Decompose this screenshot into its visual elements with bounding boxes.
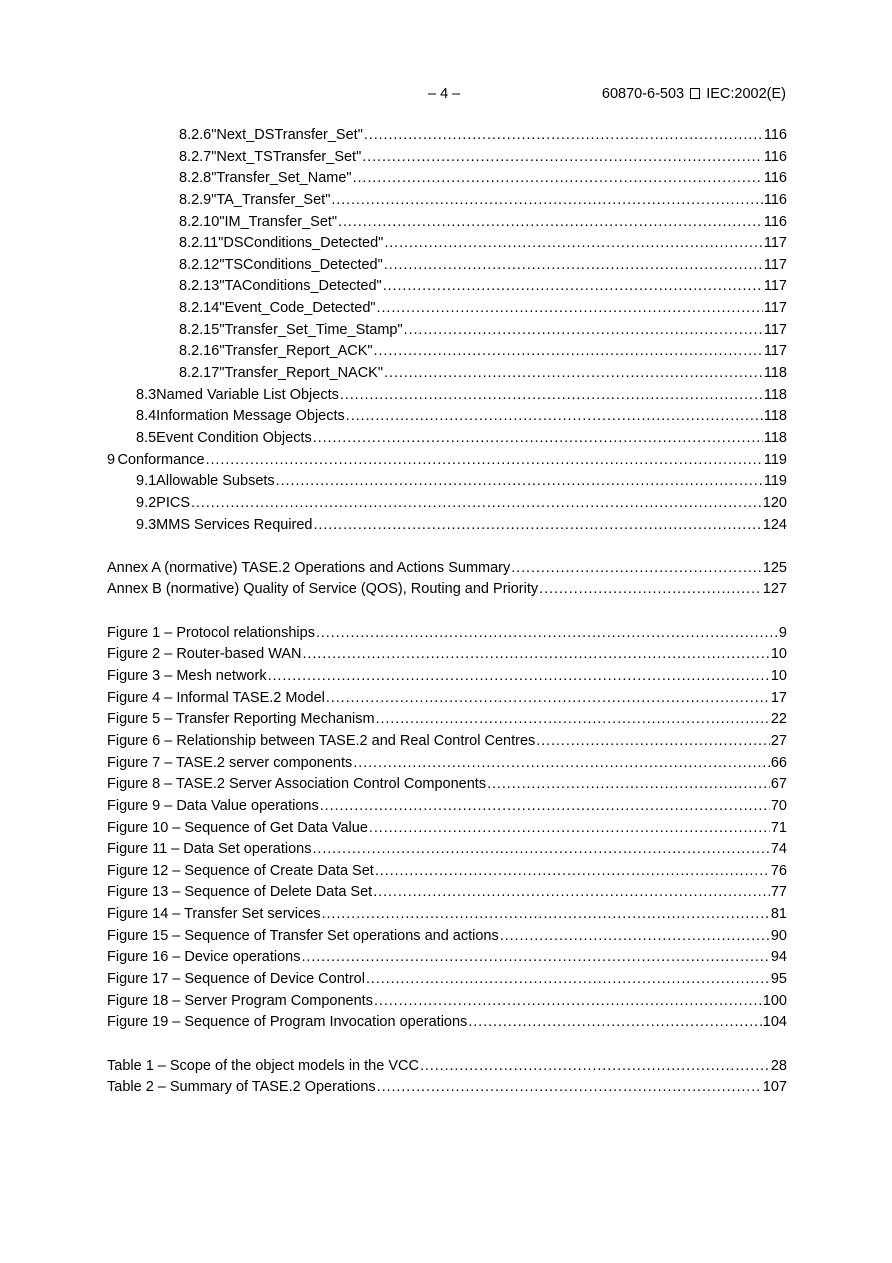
toc-figure-entry[interactable]	[107, 991, 787, 1013]
dot-leader	[384, 233, 763, 255]
toc-figure-entry[interactable]	[107, 666, 787, 688]
toc-entry-page: 71	[770, 819, 787, 836]
toc-entry-title: Table 1 – Scope of the object models in the VCC	[107, 1057, 419, 1074]
toc-entry-number: 9.3	[136, 516, 157, 533]
dot-leader	[191, 493, 762, 515]
toc-entry-number: 8.2.16	[179, 343, 220, 360]
toc-entry-number: 8.2.17	[179, 365, 220, 382]
dot-leader	[487, 774, 770, 796]
toc-entry-page: 104	[762, 1014, 787, 1031]
toc-entry-title: "Transfer_Report_NACK"	[219, 365, 384, 382]
toc-entry-page: 77	[770, 884, 787, 901]
toc-entry-title: Table 2 – Summary of TASE.2 Operations	[107, 1079, 376, 1096]
toc-entry-page: 116	[763, 191, 787, 208]
toc-table-entry[interactable]	[107, 1077, 787, 1099]
dot-leader	[320, 796, 770, 818]
toc-entry-page: 116	[763, 213, 787, 230]
dot-leader	[376, 709, 770, 731]
dot-leader	[268, 666, 770, 688]
dot-leader	[316, 623, 778, 645]
toc-entry-title: Figure 9 – Data Value operations	[107, 797, 319, 814]
dot-leader	[373, 882, 770, 904]
toc-section-entry[interactable]	[107, 298, 787, 320]
dot-leader	[353, 753, 770, 775]
toc-entry-number: 8.2.15	[179, 321, 220, 338]
toc-section-entry[interactable]	[107, 471, 787, 493]
dot-leader	[500, 926, 770, 948]
toc-entry-title: Figure 5 – Transfer Reporting Mechanism	[107, 711, 375, 728]
toc-entry-title: Figure 18 – Server Program Components	[107, 992, 373, 1009]
dot-leader	[338, 212, 763, 234]
toc-entry-title: Figure 13 – Sequence of Delete Data Set	[107, 884, 373, 901]
page-number: – 4 –	[428, 86, 461, 102]
dot-leader	[536, 731, 770, 753]
toc-entry-page: 124	[762, 516, 787, 533]
toc-figure-entry[interactable]	[107, 623, 787, 645]
dot-leader	[331, 190, 763, 212]
toc-entry-page: 22	[770, 711, 787, 728]
toc-figure-entry[interactable]	[107, 969, 787, 991]
dot-leader	[313, 428, 763, 450]
dot-leader	[364, 125, 763, 147]
toc-figure-entry[interactable]	[107, 947, 787, 969]
copyright-box-glyph	[690, 88, 700, 99]
toc-entry-number: 8.2.10	[179, 213, 220, 230]
dot-leader	[374, 991, 762, 1013]
toc-section-entry[interactable]	[107, 255, 787, 277]
toc-entry-title: Figure 11 – Data Set operations	[107, 841, 312, 858]
dot-leader	[468, 1012, 761, 1034]
toc-table-entry[interactable]	[107, 1056, 787, 1078]
toc-entry-title: Figure 14 – Transfer Set services	[107, 906, 321, 923]
dot-leader	[362, 147, 763, 169]
toc-entry-page: 17	[770, 689, 787, 706]
toc-entry-number: 8.2.7	[179, 148, 212, 165]
toc-section-entry[interactable]	[107, 385, 787, 407]
toc-section-entry[interactable]	[107, 212, 787, 234]
toc-entry-page: 118	[763, 386, 787, 403]
toc-entry-page: 76	[770, 862, 787, 879]
toc-entry-page: 119	[763, 451, 787, 468]
dot-leader	[366, 969, 770, 991]
toc-entry-title: "TAConditions_Detected"	[219, 278, 382, 295]
document-reference	[602, 86, 786, 102]
toc-entry-title: Event Condition Objects	[156, 429, 312, 446]
toc-entry-title: Figure 19 – Sequence of Program Invocation operations	[107, 1014, 468, 1031]
table-of-contents	[107, 125, 787, 1099]
toc-section-entry[interactable]	[107, 515, 787, 537]
toc-figure-entry[interactable]	[107, 839, 787, 861]
toc-figure-entry[interactable]	[107, 861, 787, 883]
toc-entry-title: Figure 16 – Device operations	[107, 949, 301, 966]
toc-entry-page: 28	[770, 1057, 787, 1074]
toc-entry-page: 74	[770, 841, 787, 858]
toc-entry-page: 118	[763, 365, 787, 382]
toc-entry-number: 8.2.11	[179, 235, 219, 252]
toc-entry-number: 8.5	[136, 429, 157, 446]
section-spacer	[107, 536, 787, 558]
toc-section-entry[interactable]	[107, 363, 787, 385]
dot-leader	[374, 341, 763, 363]
toc-entry-number: 9.1	[136, 473, 157, 490]
toc-entry-page: 9	[778, 624, 787, 641]
toc-entry-title: Figure 15 – Sequence of Transfer Set operations and actions	[107, 927, 499, 944]
toc-entry-number: 8.2.14	[179, 300, 220, 317]
dot-leader	[312, 839, 769, 861]
toc-section-entry[interactable]	[107, 320, 787, 342]
dot-leader	[340, 385, 763, 407]
dot-leader	[404, 320, 763, 342]
toc-entry-number: 8.2.12	[179, 256, 220, 273]
toc-entry-page: 125	[762, 559, 787, 576]
dot-leader	[375, 861, 770, 883]
toc-entry-title: "TSConditions_Detected"	[219, 256, 383, 273]
toc-entry-title: "Event_Code_Detected"	[219, 300, 376, 317]
toc-section-entry[interactable]	[107, 493, 787, 515]
toc-entry-page: 118	[763, 408, 787, 425]
doc-ref-edition: IEC:2002(E)	[706, 86, 786, 102]
toc-entry-title: "Transfer_Set_Time_Stamp"	[219, 321, 403, 338]
toc-section-entry[interactable]	[107, 147, 787, 169]
toc-entry-page: 127	[762, 581, 787, 598]
toc-entry-page: 100	[762, 992, 787, 1009]
dot-leader	[539, 579, 762, 601]
toc-section-entry[interactable]	[107, 341, 787, 363]
toc-entry-page: 66	[770, 754, 787, 771]
toc-entry-page: 120	[762, 494, 787, 511]
toc-figure-entry[interactable]	[107, 818, 787, 840]
toc-section-entry[interactable]	[107, 125, 787, 147]
toc-entry-page: 118	[763, 429, 787, 446]
toc-entry-title: Figure 12 – Sequence of Create Data Set	[107, 862, 374, 879]
toc-entry-page: 117	[763, 278, 787, 295]
dot-leader	[420, 1056, 770, 1078]
toc-entry-page: 107	[762, 1079, 787, 1096]
dot-leader	[384, 255, 763, 277]
toc-entry-title: Annex A (normative) TASE.2 Operations and Actions Summary	[107, 559, 511, 576]
section-spacer	[107, 601, 787, 623]
toc-entry-title: Named Variable List Objects	[156, 386, 339, 403]
dot-leader	[377, 1077, 762, 1099]
toc-entry-title: Figure 8 – TASE.2 Server Association Control Components	[107, 776, 487, 793]
toc-entry-title: "DSConditions_Detected"	[218, 235, 384, 252]
dot-leader	[377, 298, 763, 320]
dot-leader	[326, 688, 770, 710]
toc-entry-page: 10	[770, 668, 787, 685]
toc-entry-number: 8.2.8	[179, 170, 212, 187]
toc-section-entry[interactable]	[107, 276, 787, 298]
toc-figure-entry[interactable]	[107, 926, 787, 948]
dot-leader	[369, 818, 770, 840]
toc-entry-title: MMS Services Required	[156, 516, 313, 533]
toc-entry-title: "Next_DSTransfer_Set"	[211, 127, 363, 143]
toc-entry-number: 8.2.13	[179, 278, 220, 295]
toc-entry-page: 27	[770, 732, 787, 749]
section-spacer	[107, 1034, 787, 1056]
toc-entry-page: 67	[770, 776, 787, 793]
toc-entry-title: Allowable Subsets	[156, 473, 275, 490]
dot-leader	[383, 276, 763, 298]
toc-figure-entry[interactable]	[107, 882, 787, 904]
toc-entry-title: Figure 17 – Sequence of Device Control	[107, 970, 365, 987]
toc-section-entry[interactable]	[107, 190, 787, 212]
dot-leader	[353, 168, 763, 190]
toc-figure-entry[interactable]	[107, 709, 787, 731]
toc-entry-title: Annex B (normative) Quality of Service (QOS), Routing and Priority	[107, 581, 539, 598]
toc-entry-number: 8.2.6	[179, 127, 212, 143]
toc-section-entry[interactable]	[107, 168, 787, 190]
toc-entry-title: "Next_TSTransfer_Set"	[211, 148, 362, 165]
toc-section-entry[interactable]	[107, 406, 787, 428]
toc-entry-title: Figure 3 – Mesh network	[107, 668, 267, 685]
toc-section-entry[interactable]	[107, 233, 787, 255]
toc-entry-title: Figure 10 – Sequence of Get Data Value	[107, 819, 368, 836]
toc-section-entry[interactable]	[107, 450, 787, 472]
dot-leader	[322, 904, 770, 926]
toc-entry-page: 117	[763, 235, 787, 252]
dot-leader	[384, 363, 763, 385]
toc-figure-entry[interactable]	[107, 731, 787, 753]
toc-figure-entry[interactable]	[107, 904, 787, 926]
toc-figure-entry[interactable]	[107, 753, 787, 775]
dot-leader	[511, 558, 762, 580]
toc-entry-number: 9.2	[136, 494, 157, 511]
toc-entry-title: Figure 4 – Informal TASE.2 Model	[107, 689, 325, 706]
toc-entry-page: 90	[770, 927, 787, 944]
toc-entry-page: 117	[763, 256, 787, 273]
page-header	[0, 86, 892, 106]
toc-entry-page: 117	[763, 321, 787, 338]
toc-entry-page: 10	[770, 646, 787, 663]
toc-entry-page: 116	[763, 148, 787, 165]
toc-figure-entry[interactable]	[107, 688, 787, 710]
dot-leader	[303, 644, 770, 666]
toc-figure-entry[interactable]	[107, 644, 787, 666]
toc-entry-page: 70	[770, 797, 787, 814]
toc-entry-title: Figure 7 – TASE.2 server components	[107, 754, 353, 771]
toc-entry-number: 8.4	[136, 408, 157, 425]
dot-leader	[314, 515, 762, 537]
toc-section-entry[interactable]	[107, 428, 787, 450]
toc-entry-title: "Transfer_Report_ACK"	[219, 343, 373, 360]
toc-figure-entry[interactable]	[107, 774, 787, 796]
toc-annex-entry[interactable]	[107, 558, 787, 580]
toc-entry-title: "Transfer_Set_Name"	[211, 170, 352, 187]
toc-entry-title: Figure 1 – Protocol relationships	[107, 624, 315, 641]
dot-leader	[301, 947, 769, 969]
dot-leader	[276, 471, 763, 493]
toc-entry-title: PICS	[156, 494, 191, 511]
toc-entry-title: Figure 2 – Router-based WAN	[107, 646, 302, 663]
toc-entry-number: 8.2.9	[179, 191, 212, 208]
toc-entry-page: 116	[763, 127, 787, 143]
toc-entry-title: Information Message Objects	[156, 408, 345, 425]
doc-ref-number: 60870-6-503	[601, 86, 685, 102]
toc-entry-number: 8.3	[136, 386, 157, 403]
toc-entry-page: 95	[770, 970, 787, 987]
dot-leader	[206, 450, 763, 472]
dot-leader	[346, 406, 763, 428]
toc-entry-title: Conformance	[117, 451, 205, 468]
toc-entry-title: "IM_Transfer_Set"	[219, 213, 338, 230]
toc-entry-page: 119	[763, 473, 787, 490]
toc-entry-title: Figure 6 – Relationship between TASE.2 and Real Control Centres	[107, 732, 536, 749]
toc-entry-page: 117	[763, 300, 787, 317]
toc-entry-page: 117	[763, 343, 787, 360]
toc-entry-page: 116	[763, 170, 787, 187]
toc-entry-page: 81	[770, 906, 787, 923]
toc-entry-page: 94	[770, 949, 787, 966]
toc-annex-entry[interactable]	[107, 579, 787, 601]
toc-figure-entry[interactable]	[107, 1012, 787, 1034]
toc-figure-entry[interactable]	[107, 796, 787, 818]
toc-entry-title: "TA_Transfer_Set"	[211, 191, 331, 208]
toc-entry-number: 9	[107, 451, 116, 468]
